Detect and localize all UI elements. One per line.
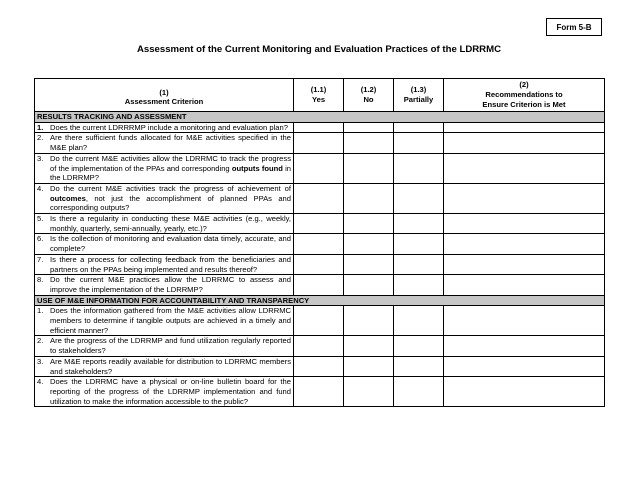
partially-cell[interactable] xyxy=(394,275,444,295)
criterion-cell xyxy=(35,356,294,376)
criterion-cell xyxy=(35,254,294,274)
criterion-text: Does the LDRRMC have a physical or on-line bulletin board for the reporting of the progress of the LDRRMP implementation and fund utilization to make the information accessible to the public? xyxy=(50,377,291,406)
emphasized-text: outputs found xyxy=(231,163,283,173)
form-number-badge: Form 5-B xyxy=(546,18,602,36)
item-number: 4. xyxy=(37,377,44,387)
table-row xyxy=(35,122,605,133)
table-row xyxy=(35,336,605,356)
criterion-cell xyxy=(35,133,294,153)
no-cell[interactable] xyxy=(344,234,394,254)
table-header-row xyxy=(35,79,605,112)
yes-cell[interactable] xyxy=(294,377,344,407)
section-header-row xyxy=(35,112,605,123)
recommendation-cell[interactable] xyxy=(444,254,605,274)
assessment-table xyxy=(34,78,605,407)
table-row xyxy=(35,306,605,336)
recommendation-cell[interactable] xyxy=(444,183,605,213)
criterion-text: Do the current M&E practices allow the LDRRMC to assess and improve the implementation of the LDRRMP? xyxy=(50,275,291,294)
criterion-cell xyxy=(35,153,294,183)
table-row xyxy=(35,254,605,274)
item-number: 3. xyxy=(37,153,44,163)
recommendation-cell[interactable] xyxy=(444,153,605,183)
no-cell[interactable] xyxy=(344,336,394,356)
no-cell[interactable] xyxy=(344,377,394,407)
criterion-cell xyxy=(35,214,294,234)
emphasized-text: outcomes xyxy=(50,193,86,203)
criterion-text-part: Do the current M&E activities allow the LDRRMC to track the progress of the implementation of the PPAs and corresponding xyxy=(50,153,291,173)
yes-cell[interactable] xyxy=(294,254,344,274)
yes-cell[interactable] xyxy=(294,356,344,376)
item-number: 8. xyxy=(37,275,44,285)
document-title: Assessment of the Current Monitoring and Evaluation Practices of the LDRRMC xyxy=(136,44,502,55)
recommendation-cell[interactable] xyxy=(444,275,605,295)
item-number: 2. xyxy=(37,336,44,346)
partially-cell[interactable] xyxy=(394,214,444,234)
recommendation-cell[interactable] xyxy=(444,234,605,254)
yes-cell[interactable] xyxy=(294,214,344,234)
criterion-cell xyxy=(35,275,294,295)
criterion-cell xyxy=(35,377,294,407)
recommendation-cell[interactable] xyxy=(444,356,605,376)
table-row xyxy=(35,356,605,376)
partially-cell[interactable] xyxy=(394,336,444,356)
criterion-cell xyxy=(35,234,294,254)
section-title: RESULTS TRACKING AND ASSESSMENT xyxy=(35,112,605,123)
partially-cell[interactable] xyxy=(394,133,444,153)
item-number: 5. xyxy=(37,214,44,224)
table-row xyxy=(35,214,605,234)
yes-cell[interactable] xyxy=(294,234,344,254)
item-number: 3. xyxy=(37,356,44,366)
partially-cell[interactable] xyxy=(394,356,444,376)
criterion-text xyxy=(50,184,291,213)
no-cell[interactable] xyxy=(344,122,394,133)
no-cell[interactable] xyxy=(344,153,394,183)
section-title: USE OF M&E INFORMATION FOR ACCOUNTABILITY AND TRANSPARENCY xyxy=(35,295,605,306)
criterion-text: Are M&E reports readily available for distribution to LDRRMC members and stakeholders? xyxy=(50,356,291,376)
partially-cell[interactable] xyxy=(394,377,444,407)
table-row xyxy=(35,275,605,295)
item-number: 6. xyxy=(37,234,44,244)
yes-cell[interactable] xyxy=(294,275,344,295)
recommendation-cell[interactable] xyxy=(444,122,605,133)
partially-cell[interactable] xyxy=(394,234,444,254)
criterion-text: Does the information gathered from the M&E activities allow LDRRMC members to determine if tangible outputs are achieved in a timely and efficient manner? xyxy=(50,306,291,335)
criterion-text: Does the current LDRRRMP include a monitoring and evaluation plan? xyxy=(50,122,288,132)
header-yes: (1.1) Yes xyxy=(294,79,344,112)
table-row xyxy=(35,153,605,183)
partially-cell[interactable] xyxy=(394,306,444,336)
table-row xyxy=(35,183,605,213)
criterion-text: Are the progress of the LDRRMP and fund utilization regularly reported to stakeholders? xyxy=(50,336,291,356)
yes-cell[interactable] xyxy=(294,122,344,133)
no-cell[interactable] xyxy=(344,275,394,295)
item-number: 1. xyxy=(37,122,44,132)
recommendation-cell[interactable] xyxy=(444,133,605,153)
partially-cell[interactable] xyxy=(394,153,444,183)
no-cell[interactable] xyxy=(344,254,394,274)
no-cell[interactable] xyxy=(344,306,394,336)
item-number: 1. xyxy=(37,306,44,316)
recommendation-cell[interactable] xyxy=(444,336,605,356)
criterion-text: Is there a regularity in conducting these M&E activities (e.g., weekly, monthly, quarterly, semi-annually, yearly, etc.)? xyxy=(50,214,291,233)
criterion-text: Is there a process for collecting feedback from the beneficiaries and partners on the PPAs being implemented and results thereof? xyxy=(50,254,291,274)
table-row xyxy=(35,133,605,153)
header-assessment-criterion: (1) Assessment Criterion xyxy=(35,79,294,112)
yes-cell[interactable] xyxy=(294,133,344,153)
table-row xyxy=(35,377,605,407)
criterion-text-part: , not just the accomplishment of planned PPAs and corresponding outputs? xyxy=(50,193,291,213)
yes-cell[interactable] xyxy=(294,153,344,183)
header-no: (1.2) No xyxy=(344,79,394,112)
no-cell[interactable] xyxy=(344,356,394,376)
criterion-cell xyxy=(35,183,294,213)
criterion-text-part: in the LDRRMP? xyxy=(50,163,291,183)
no-cell[interactable] xyxy=(344,133,394,153)
criterion-cell xyxy=(35,336,294,356)
item-number: 2. xyxy=(37,133,44,143)
criterion-text: Are there sufficient funds allocated for M&E activities specified in the M&E plan? xyxy=(50,133,291,153)
partially-cell[interactable] xyxy=(394,254,444,274)
recommendation-cell[interactable] xyxy=(444,306,605,336)
no-cell[interactable] xyxy=(344,183,394,213)
criterion-text xyxy=(50,154,291,183)
criterion-cell xyxy=(35,306,294,336)
recommendation-cell[interactable] xyxy=(444,214,605,234)
recommendation-cell[interactable] xyxy=(444,377,605,407)
header-recommendations: (2) Recommendations to Ensure Criterion is Met xyxy=(444,79,605,112)
partially-cell[interactable] xyxy=(394,183,444,213)
criterion-cell xyxy=(35,122,294,133)
item-number: 7. xyxy=(37,254,44,264)
table-row xyxy=(35,234,605,254)
header-partially: (1.3) Partially xyxy=(394,79,444,112)
section-header-row xyxy=(35,295,605,306)
yes-cell[interactable] xyxy=(294,306,344,336)
criterion-text: Is the collection of monitoring and evaluation data timely, accurate, and complete? xyxy=(50,234,291,254)
item-number: 4. xyxy=(37,183,44,193)
criterion-text-part: Do the current M&E activities track the progress of achievement of xyxy=(50,183,291,193)
yes-cell[interactable] xyxy=(294,336,344,356)
partially-cell[interactable] xyxy=(394,122,444,133)
yes-cell[interactable] xyxy=(294,183,344,213)
no-cell[interactable] xyxy=(344,214,394,234)
